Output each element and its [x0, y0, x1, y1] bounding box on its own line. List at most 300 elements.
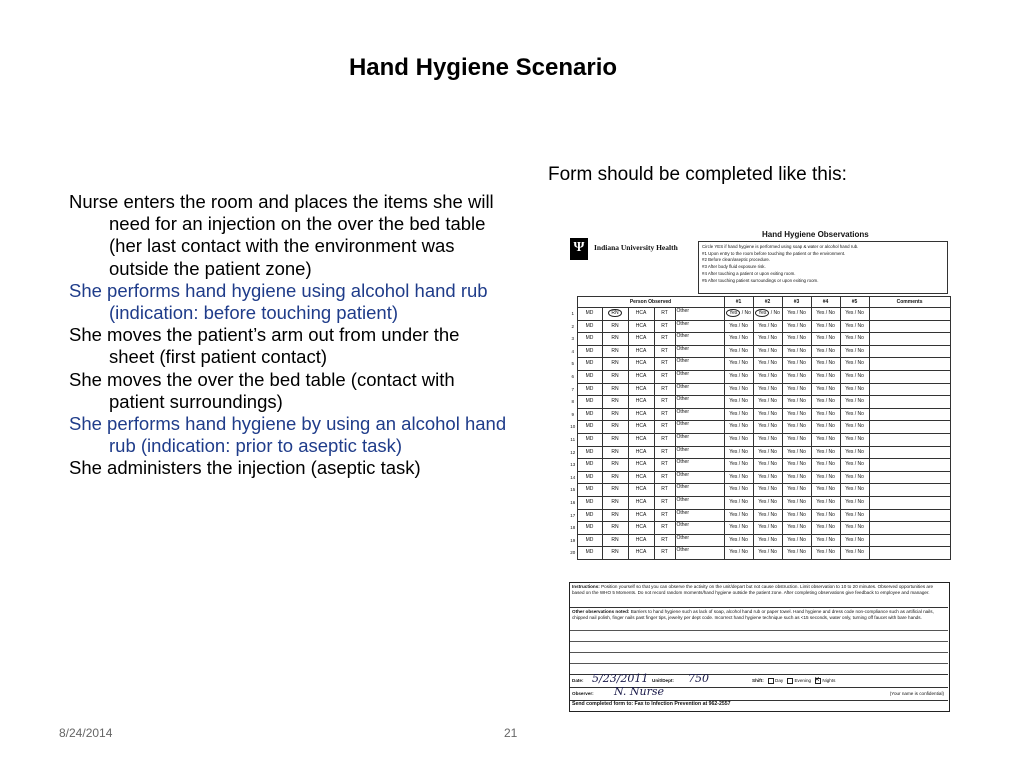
- observation-row: [569, 547, 950, 560]
- row-number: 16: [570, 499, 576, 505]
- org-logo-icon: Ψ: [570, 238, 588, 260]
- moment-response-cell: Yes / No: [840, 547, 869, 560]
- moment-response-cell: Yes / No: [840, 471, 869, 484]
- row-number: 6: [571, 373, 574, 379]
- moment-response-cell: Yes / No: [724, 370, 753, 383]
- moment-response-cell: Yes / No: [840, 459, 869, 472]
- role-md-cell: MD: [577, 509, 602, 522]
- moment-response-cell: Yes / No: [724, 522, 753, 535]
- role-hca-cell: HCA: [628, 484, 654, 497]
- role-other-cell: Other: [675, 408, 724, 421]
- role-other-cell: Other: [675, 484, 724, 497]
- role-md-cell: MD: [577, 459, 602, 472]
- role-hca-cell: HCA: [628, 345, 654, 358]
- unit-label: Unit/Dept:: [652, 678, 674, 683]
- indication-line: #3 After body fluid exposure risk.: [702, 264, 766, 270]
- observation-row: [569, 484, 950, 497]
- observation-table: [569, 296, 951, 560]
- role-hca-cell: HCA: [628, 358, 654, 371]
- moment-response-cell: Yes / No: [724, 509, 753, 522]
- role-rn-cell: RN: [602, 396, 628, 409]
- moment-response-cell: Yes / No: [724, 446, 753, 459]
- moment-response-cell: Yes / No: [840, 370, 869, 383]
- comments-cell: [869, 383, 950, 396]
- comments-cell: [869, 308, 950, 321]
- moment-response-cell: Yes / No: [724, 459, 753, 472]
- observation-row: [569, 345, 950, 358]
- moment-response-cell: Yes / No: [753, 370, 782, 383]
- row-number: 13: [570, 462, 576, 468]
- moment-response-cell: Yes / No: [782, 320, 811, 333]
- role-other-cell: Other: [675, 370, 724, 383]
- person-observed-header: Person Observed: [577, 297, 724, 308]
- role-hca-cell: HCA: [628, 408, 654, 421]
- role-rt-cell: RT: [654, 547, 675, 560]
- moment-response-cell: Yes / No: [811, 547, 840, 560]
- divider: [570, 607, 948, 608]
- comments-cell: [869, 396, 950, 409]
- comments-cell: [869, 459, 950, 472]
- moment-response-cell: Yes / No: [782, 396, 811, 409]
- moment-response-cell: Yes / No: [811, 446, 840, 459]
- form-header: [565, 228, 950, 296]
- role-md-cell: MD: [577, 308, 602, 321]
- other-observations-text: Barriers to hand hygiene such as lack of soap, alcohol hand rub or paper towel. Hand hygiene and dress code non-compliance such as artificial nails, chipped nail polish, finger nails past finger tips, jewelry per dept code. Incorrect hand hygiene technique such as <15 seconds, water only, turning off faucet with bare hands.: [572, 609, 934, 620]
- moment-response-cell: Yes / No: [724, 433, 753, 446]
- moment-response-cell: Yes / No: [724, 496, 753, 509]
- circled-yes: Yes: [755, 309, 769, 317]
- observation-row: [569, 534, 950, 547]
- moment-response-cell: Yes / No: [724, 383, 753, 396]
- role-rn-cell: [602, 308, 628, 321]
- row-number: 2: [571, 323, 574, 329]
- scenario-step-6: She administers the injection (aseptic task): [69, 457, 421, 479]
- moment-header: #4: [811, 297, 840, 308]
- scenario-step-4: She moves the over the bed table (contact with patient surroundings): [69, 368, 455, 412]
- comments-cell: [869, 358, 950, 371]
- role-other-cell: Other: [675, 358, 724, 371]
- moment-response-cell: Yes / No: [753, 484, 782, 497]
- other-observations-label: Other observations noted:: [572, 609, 630, 614]
- role-hca-cell: HCA: [628, 320, 654, 333]
- moment-response-cell: Yes / No: [782, 496, 811, 509]
- moment-response-cell: Yes / No: [724, 308, 753, 321]
- moment-header: #2: [753, 297, 782, 308]
- moment-header: #5: [840, 297, 869, 308]
- role-md-cell: MD: [577, 471, 602, 484]
- moment-response-cell: Yes / No: [811, 408, 840, 421]
- role-hca-cell: HCA: [628, 522, 654, 535]
- role-rt-cell: RT: [654, 396, 675, 409]
- comments-cell: [869, 509, 950, 522]
- comments-cell: [869, 320, 950, 333]
- scenario-step-1: Nurse enters the room and places the items she will need for an injection on the over the bed table (her last contact with the environment was outside the patient zone): [69, 191, 494, 279]
- role-md-cell: MD: [577, 320, 602, 333]
- role-rt-cell: RT: [654, 345, 675, 358]
- role-rn-cell: RN: [602, 358, 628, 371]
- role-rn-cell: RN: [602, 333, 628, 346]
- role-rt-cell: RT: [654, 358, 675, 371]
- observation-row: [569, 446, 950, 459]
- role-hca-cell: HCA: [628, 370, 654, 383]
- role-other-cell: Other: [675, 459, 724, 472]
- observation-row: [569, 358, 950, 371]
- scenario-list: [69, 191, 509, 480]
- role-md-cell: MD: [577, 408, 602, 421]
- observation-row: [569, 522, 950, 535]
- moment-response-cell: Yes / No: [753, 358, 782, 371]
- observer-label: Observer:: [572, 691, 594, 696]
- moment-response-cell: Yes / No: [782, 358, 811, 371]
- observation-row: [569, 396, 950, 409]
- comments-cell: [869, 370, 950, 383]
- moment-response-cell: Yes / No: [753, 308, 782, 321]
- role-rt-cell: RT: [654, 471, 675, 484]
- indications-box: [698, 241, 948, 294]
- role-rt-cell: RT: [654, 459, 675, 472]
- role-rn-cell: RN: [602, 471, 628, 484]
- moment-response-cell: Yes / No: [811, 345, 840, 358]
- row-number: 17: [570, 512, 576, 518]
- role-md-cell: MD: [577, 522, 602, 535]
- role-rn-cell: RN: [602, 370, 628, 383]
- role-other-cell: Other: [675, 509, 724, 522]
- role-md-cell: MD: [577, 446, 602, 459]
- moment-response-cell: Yes / No: [782, 333, 811, 346]
- observation-rows: [569, 308, 950, 560]
- moment-response-cell: Yes / No: [811, 396, 840, 409]
- no-option: No: [773, 310, 780, 316]
- comments-cell: [869, 408, 950, 421]
- circled-role: RN: [608, 309, 621, 317]
- role-hca-cell: HCA: [628, 534, 654, 547]
- write-line: [570, 663, 948, 664]
- moment-response-cell: Yes / No: [782, 433, 811, 446]
- role-rn-cell: RN: [602, 547, 628, 560]
- role-md-cell: MD: [577, 547, 602, 560]
- moment-response-cell: Yes / No: [724, 358, 753, 371]
- role-rn-cell: RN: [602, 446, 628, 459]
- comments-cell: [869, 333, 950, 346]
- moment-response-cell: Yes / No: [724, 320, 753, 333]
- instructions: [572, 584, 946, 596]
- role-hca-cell: HCA: [628, 446, 654, 459]
- role-other-cell: Other: [675, 308, 724, 321]
- shift-day-label: Day: [775, 678, 784, 684]
- role-other-cell: Other: [675, 320, 724, 333]
- write-line: [570, 630, 948, 631]
- observation-row: [569, 421, 950, 434]
- slide-title: Hand Hygiene Scenario: [348, 54, 618, 81]
- moment-response-cell: Yes / No: [840, 421, 869, 434]
- instructions-box: [569, 582, 950, 712]
- row-number: 7: [571, 386, 574, 392]
- row-number: 5: [571, 361, 574, 367]
- observation-row: [569, 383, 950, 396]
- role-other-cell: Other: [675, 396, 724, 409]
- role-rn-cell: RN: [602, 421, 628, 434]
- row-number: 4: [571, 348, 574, 354]
- role-rn-cell: RN: [602, 433, 628, 446]
- moment-response-cell: Yes / No: [811, 509, 840, 522]
- observation-row: [569, 509, 950, 522]
- moment-response-cell: Yes / No: [811, 320, 840, 333]
- moment-response-cell: Yes / No: [782, 471, 811, 484]
- row-number: 9: [571, 411, 574, 417]
- row-number: 12: [570, 449, 576, 455]
- instructions-label: Instructions:: [572, 584, 600, 589]
- moment-response-cell: Yes / No: [724, 408, 753, 421]
- role-hca-cell: HCA: [628, 547, 654, 560]
- indication-line: #1 Upon entry to the room before touching the patient or the environment.: [702, 250, 846, 256]
- row-number: 3: [571, 336, 574, 342]
- moment-response-cell: Yes / No: [753, 433, 782, 446]
- confidential-note: (Your name is confidential): [889, 691, 944, 696]
- role-rn-cell: RN: [602, 509, 628, 522]
- org-logo: [568, 238, 692, 264]
- write-line: [570, 641, 948, 642]
- moment-response-cell: Yes / No: [753, 383, 782, 396]
- role-md-cell: MD: [577, 396, 602, 409]
- observation-row: [569, 408, 950, 421]
- role-hca-cell: HCA: [628, 496, 654, 509]
- shift-day-checkbox: [768, 678, 774, 684]
- role-rt-cell: RT: [654, 522, 675, 535]
- moment-response-cell: Yes / No: [753, 333, 782, 346]
- row-number: 14: [570, 474, 576, 480]
- role-rt-cell: RT: [654, 333, 675, 346]
- role-other-cell: Other: [675, 547, 724, 560]
- role-rt-cell: RT: [654, 370, 675, 383]
- moment-response-cell: Yes / No: [782, 370, 811, 383]
- role-rt-cell: RT: [654, 534, 675, 547]
- moment-response-cell: Yes / No: [811, 383, 840, 396]
- role-md-cell: MD: [577, 421, 602, 434]
- moment-response-cell: Yes / No: [811, 459, 840, 472]
- unit-value: 750: [688, 672, 709, 685]
- other-observations: [572, 609, 946, 621]
- observer-value: N. Nurse: [614, 685, 665, 698]
- observer-row: [572, 685, 946, 700]
- comments-cell: [869, 446, 950, 459]
- page-number: 21: [504, 726, 518, 740]
- role-rn-cell: RN: [602, 522, 628, 535]
- org-name: Indiana University Health: [594, 243, 678, 252]
- date-label: Date:: [572, 678, 584, 683]
- scenario-step-5: She performs hand hygiene by using an alcohol hand rub (indication: prior to aseptic task): [69, 413, 507, 457]
- role-hca-cell: HCA: [628, 308, 654, 321]
- moment-response-cell: Yes / No: [811, 308, 840, 321]
- moment-response-cell: Yes / No: [782, 522, 811, 535]
- comments-cell: [869, 421, 950, 434]
- role-md-cell: MD: [577, 370, 602, 383]
- moment-response-cell: Yes / No: [811, 484, 840, 497]
- moment-response-cell: Yes / No: [782, 421, 811, 434]
- comments-cell: [869, 534, 950, 547]
- role-hca-cell: HCA: [628, 396, 654, 409]
- role-rt-cell: RT: [654, 421, 675, 434]
- role-rt-cell: RT: [654, 446, 675, 459]
- observation-row: [569, 459, 950, 472]
- role-md-cell: MD: [577, 345, 602, 358]
- moment-response-cell: Yes / No: [811, 496, 840, 509]
- role-hca-cell: HCA: [628, 459, 654, 472]
- moment-response-cell: Yes / No: [753, 421, 782, 434]
- role-rt-cell: RT: [654, 320, 675, 333]
- moment-response-cell: Yes / No: [753, 496, 782, 509]
- role-rt-cell: RT: [654, 484, 675, 497]
- role-other-cell: Other: [675, 383, 724, 396]
- moment-response-cell: Yes / No: [724, 484, 753, 497]
- moment-response-cell: Yes / No: [840, 308, 869, 321]
- moment-response-cell: Yes / No: [840, 446, 869, 459]
- moment-response-cell: Yes / No: [724, 547, 753, 560]
- moment-response-cell: Yes / No: [782, 308, 811, 321]
- role-rt-cell: RT: [654, 496, 675, 509]
- shift-evening-label: Evening: [794, 678, 812, 684]
- shift-group: [752, 678, 835, 684]
- observation-row: [569, 333, 950, 346]
- indication-line: Circle YES if hand hygiene is performed using soap & water or alcohol hand rub.: [702, 244, 859, 249]
- role-md-cell: MD: [577, 496, 602, 509]
- shift-evening-checkbox: [787, 678, 793, 684]
- moment-response-cell: Yes / No: [840, 396, 869, 409]
- indication-line: #2 Before clean/aseptic procedure.: [702, 257, 771, 263]
- moment-response-cell: Yes / No: [782, 509, 811, 522]
- moment-response-cell: Yes / No: [811, 370, 840, 383]
- moment-response-cell: Yes / No: [840, 484, 869, 497]
- row-number: 8: [571, 399, 574, 405]
- moment-response-cell: Yes / No: [811, 471, 840, 484]
- instructions-text: Position yourself so that you can observe the activity on the unit/depart but not cause obstruction. Limit observation to 10 to 20 minutes. Observed opportunities are based on the WHO 5 Moments. Do not record random moments/hand hygiene outside the patient zone. After completing observations give feedback to employee and manager.: [572, 584, 934, 595]
- send-to-line: Send completed form to: Fax to Infection Prevention at 962-2557: [572, 701, 731, 707]
- role-hca-cell: HCA: [628, 509, 654, 522]
- moment-response-cell: Yes / No: [782, 459, 811, 472]
- moment-response-cell: Yes / No: [724, 333, 753, 346]
- role-other-cell: Other: [675, 471, 724, 484]
- write-line: [570, 652, 948, 653]
- moment-response-cell: Yes / No: [724, 345, 753, 358]
- role-other-cell: Other: [675, 534, 724, 547]
- role-other-cell: Other: [675, 345, 724, 358]
- row-number: 10: [570, 424, 576, 430]
- role-other-cell: Other: [675, 496, 724, 509]
- comments-cell: [869, 484, 950, 497]
- observation-row: [569, 370, 950, 383]
- comments-cell: [869, 433, 950, 446]
- moment-response-cell: Yes / No: [753, 509, 782, 522]
- role-md-cell: MD: [577, 433, 602, 446]
- moment-response-cell: Yes / No: [811, 433, 840, 446]
- moment-response-cell: Yes / No: [840, 320, 869, 333]
- moment-response-cell: Yes / No: [782, 345, 811, 358]
- role-hca-cell: HCA: [628, 421, 654, 434]
- moment-response-cell: Yes / No: [753, 534, 782, 547]
- moment-response-cell: Yes / No: [724, 421, 753, 434]
- role-rn-cell: RN: [602, 383, 628, 396]
- moment-response-cell: Yes / No: [782, 534, 811, 547]
- moment-response-cell: Yes / No: [753, 408, 782, 421]
- moment-response-cell: Yes / No: [782, 547, 811, 560]
- indication-line: #4 After touching a patient or upon exiting room.: [702, 270, 796, 276]
- moment-response-cell: Yes / No: [840, 383, 869, 396]
- role-md-cell: MD: [577, 484, 602, 497]
- moment-response-cell: Yes / No: [840, 534, 869, 547]
- observation-row: [569, 471, 950, 484]
- observation-row: [569, 308, 950, 321]
- role-rn-cell: RN: [602, 534, 628, 547]
- observation-row: [569, 320, 950, 333]
- role-rt-cell: RT: [654, 383, 675, 396]
- moment-response-cell: Yes / No: [753, 459, 782, 472]
- row-number: 11: [570, 436, 576, 442]
- moment-response-cell: Yes / No: [753, 547, 782, 560]
- row-number: 19: [570, 537, 576, 543]
- moment-response-cell: Yes / No: [840, 408, 869, 421]
- role-md-cell: MD: [577, 358, 602, 371]
- row-number: 18: [570, 525, 576, 531]
- moment-response-cell: Yes / No: [840, 496, 869, 509]
- row-number: 1: [571, 311, 574, 316]
- moment-response-cell: Yes / No: [811, 522, 840, 535]
- role-hca-cell: HCA: [628, 471, 654, 484]
- role-md-cell: MD: [577, 534, 602, 547]
- role-rt-cell: RT: [654, 509, 675, 522]
- comments-cell: [869, 345, 950, 358]
- comments-cell: [869, 496, 950, 509]
- comments-cell: [869, 547, 950, 560]
- moment-response-cell: Yes / No: [840, 358, 869, 371]
- moment-response-cell: Yes / No: [724, 396, 753, 409]
- comments-cell: [869, 522, 950, 535]
- moment-response-cell: Yes / No: [840, 433, 869, 446]
- role-rn-cell: RN: [602, 320, 628, 333]
- role-other-cell: Other: [675, 421, 724, 434]
- moment-response-cell: Yes / No: [753, 471, 782, 484]
- moment-response-cell: Yes / No: [811, 421, 840, 434]
- moment-response-cell: Yes / No: [724, 534, 753, 547]
- date-value: 5/23/2011: [592, 672, 649, 685]
- indication-line: #5 After touching patient surroundings or upon exiting room.: [702, 277, 819, 283]
- moment-response-cell: Yes / No: [811, 358, 840, 371]
- row-number: 20: [570, 550, 576, 556]
- role-other-cell: Other: [675, 522, 724, 535]
- moment-response-cell: Yes / No: [840, 345, 869, 358]
- role-rt-cell: RT: [654, 433, 675, 446]
- observation-row: [569, 433, 950, 446]
- moment-response-cell: Yes / No: [782, 484, 811, 497]
- moment-response-cell: Yes / No: [753, 345, 782, 358]
- form-caption: Form should be completed like this:: [548, 164, 847, 185]
- role-rn-cell: RN: [602, 459, 628, 472]
- scenario-step-3: She moves the patient’s arm out from under the sheet (first patient contact): [69, 324, 460, 368]
- table-header-row: [569, 297, 950, 308]
- observation-row: [569, 496, 950, 509]
- moment-response-cell: Yes / No: [840, 522, 869, 535]
- role-md-cell: MD: [577, 333, 602, 346]
- moment-response-cell: Yes / No: [782, 446, 811, 459]
- role-other-cell: Other: [675, 446, 724, 459]
- role-other-cell: Other: [675, 333, 724, 346]
- moment-response-cell: Yes / No: [753, 396, 782, 409]
- footer-date: 8/24/2014: [59, 726, 113, 740]
- circled-yes: Yes: [726, 309, 740, 317]
- moment-response-cell: Yes / No: [782, 383, 811, 396]
- hand-hygiene-form-image: [565, 228, 950, 712]
- role-rt-cell: RT: [654, 308, 675, 321]
- role-rn-cell: RN: [602, 484, 628, 497]
- scenario-step-2: She performs hand hygiene using alcohol hand rub (indication: before touching patient): [69, 279, 488, 324]
